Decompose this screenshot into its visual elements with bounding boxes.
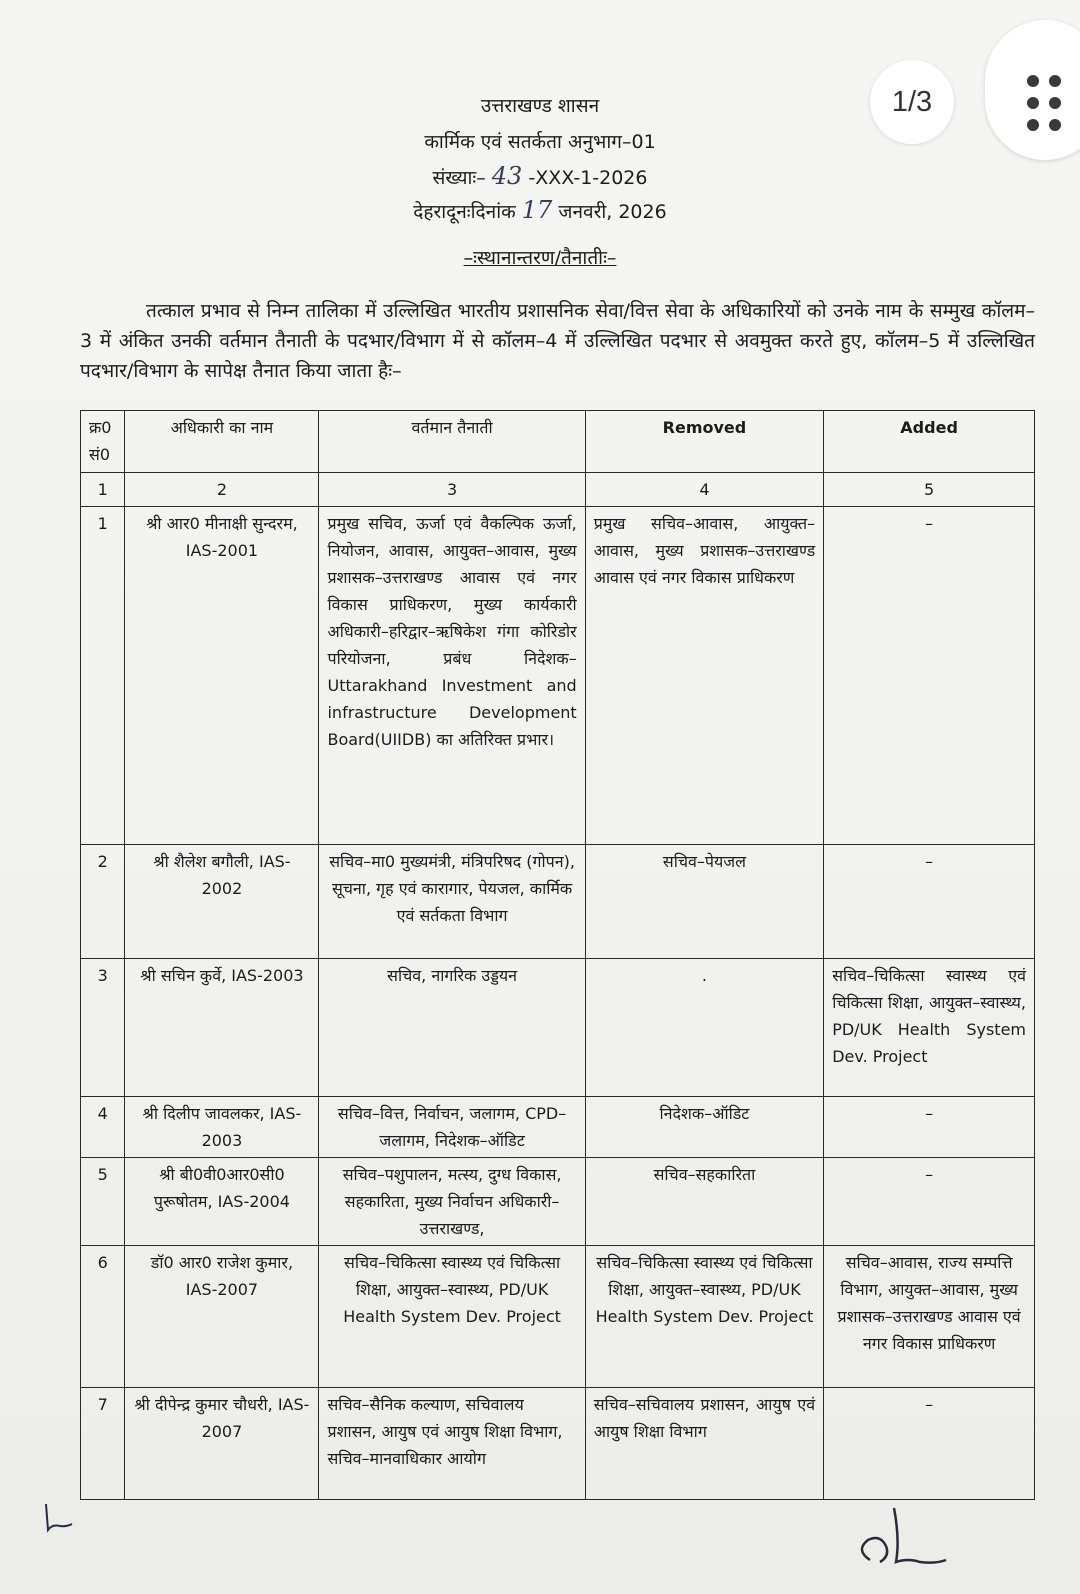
column-number: 2 xyxy=(125,473,319,507)
subject-heading: –ःस्थानान्तरण/तैनातीः– xyxy=(463,247,617,269)
table-row xyxy=(81,507,1035,845)
order-number-prefix: संख्याः– xyxy=(432,167,486,189)
serial-cell: 1 xyxy=(81,507,125,845)
serial-cell: 3 xyxy=(81,959,125,1097)
added-cell: सचिव–आवास, राज्य सम्पत्ति विभाग, आयुक्त–आवास, मुख्य प्रशासक–उत्तराखण्ड आवास एवं नगर विकास प्राधिकरण xyxy=(824,1246,1035,1388)
added-cell: – xyxy=(824,1158,1035,1246)
department-title: कार्मिक एवं सतर्कता अनुभाग–01 xyxy=(424,131,656,153)
added-cell: – xyxy=(824,845,1035,959)
added-cell: – xyxy=(824,507,1035,845)
removed-cell: सचिव–चिकित्सा स्वास्थ्य एवं चिकित्सा शिक्षा, आयुक्त–स्वास्थ्य, PD/UK Health System Dev. Project xyxy=(585,1246,823,1388)
table-row xyxy=(81,1158,1035,1246)
removed-cell: . xyxy=(585,959,823,1097)
current-posting-cell: सचिव, नागरिक उड्डयन xyxy=(319,959,585,1097)
transfer-table xyxy=(80,410,1035,1500)
removed-cell: सचिव–पेयजल xyxy=(585,845,823,959)
removed-cell: प्रमुख सचिव–आवास, आयुक्त–आवास, मुख्य प्रशासक–उत्तराखण्ड आवास एवं नगर विकास प्राधिकरण xyxy=(585,507,823,845)
order-date-prefix: देहरादूनःदिनांक xyxy=(413,201,516,223)
table-row xyxy=(81,1246,1035,1388)
current-posting-cell: सचिव–पशुपालन, मत्स्य, दुग्ध विकास, सहकारिता, मुख्य निर्वाचन अधिकारी– उत्तराखण्ड, xyxy=(319,1158,585,1246)
order-number xyxy=(0,162,1080,190)
officer-name-cell: श्री दिलीप जावलकर, IAS-2003 xyxy=(125,1097,319,1158)
page-counter: 1/3 xyxy=(870,60,954,144)
added-cell: सचिव–चिकित्सा स्वास्थ्य एवं चिकित्सा शिक्षा, आयुक्त–स्वास्थ्य, PD/UK Health System Dev. Project xyxy=(824,959,1035,1097)
added-cell: – xyxy=(824,1388,1035,1500)
added-cell: – xyxy=(824,1097,1035,1158)
header-removed: Removed xyxy=(585,411,823,473)
govt-title: उत्तराखण्ड शासन xyxy=(480,95,600,117)
column-number-row xyxy=(81,473,1035,507)
officer-name-cell: श्री बी0वी0आर0सी0 पुरूषोतम, IAS-2004 xyxy=(125,1158,319,1246)
order-number-handwritten: 43 xyxy=(491,162,523,190)
current-posting-cell: सचिव–मा0 मुख्यमंत्री, मंत्रिपरिषद (गोपन), सूचना, गृह एवं कारागार, पेयजल, कार्मिक एवं सर्तकता विभाग xyxy=(319,845,585,959)
removed-cell: निदेशक–ऑडिट xyxy=(585,1097,823,1158)
officer-name-cell: डॉ0 आर0 राजेश कुमार, IAS-2007 xyxy=(125,1246,319,1388)
serial-cell: 7 xyxy=(81,1388,125,1500)
header-serial: क्र0 सं0 xyxy=(81,411,125,473)
removed-cell: सचिव–सचिवालय प्रशासन, आयुष एवं आयुष शिक्षा विभाग xyxy=(585,1388,823,1500)
intro-paragraph: तत्काल प्रभाव से निम्न तालिका में उल्लिखित भारतीय प्रशासनिक सेवा/वित्त सेवा के अधिकारियों को उनके नाम के सम्मुख कॉलम–3 में अंकित उनकी वर्तमान तैनाती के पदभार/विभाग में से कॉलम–4 में उल्लिखित पदभार से अवमुक्त करते हुए, कॉलम–5 में उल्लिखित पदभार/विभाग के सापेक्ष तैनात किया जाता हैः– xyxy=(80,300,1035,382)
signature-right xyxy=(850,1500,950,1570)
serial-cell: 4 xyxy=(81,1097,125,1158)
order-date xyxy=(0,196,1080,224)
officer-name-cell: श्री सचिन कुर्वे, IAS-2003 xyxy=(125,959,319,1097)
removed-cell: सचिव–सहकारिता xyxy=(585,1158,823,1246)
officer-name-cell: श्री दीपेन्द्र कुमार चौधरी, IAS-2007 xyxy=(125,1388,319,1500)
table-row xyxy=(81,1097,1035,1158)
table-row xyxy=(81,845,1035,959)
current-posting-cell: सचिव–सैनिक कल्याण, सचिवालय प्रशासन, आयुष एवं आयुष शिक्षा विभाग, सचिव–मानवाधिकार आयोग xyxy=(319,1388,585,1500)
column-number: 4 xyxy=(585,473,823,507)
order-number-suffix: -XXX-1-2026 xyxy=(528,167,648,189)
column-number: 1 xyxy=(81,473,125,507)
officer-name-cell: श्री शैलेश बगौली, IAS-2002 xyxy=(125,845,319,959)
serial-cell: 5 xyxy=(81,1158,125,1246)
serial-cell: 2 xyxy=(81,845,125,959)
serial-cell: 6 xyxy=(81,1246,125,1388)
initial-mark-left xyxy=(38,1500,78,1540)
current-posting-cell: प्रमुख सचिव, ऊर्जा एवं वैकल्पिक ऊर्जा, नियोजन, आवास, आयुक्त–आवास, मुख्य प्रशासक–उत्तराखण्ड आवास एवं नगर विकास प्राधिकरण, मुख्य कार्यकारी अधिकारी–हरिद्वार–ऋषिकेश गंगा कोरिडोर परियोजना, प्रबंध निदेशक– Uttarakhand Investment and infrastructure Development Board(UIIDB) का अतिरिक्त प्रभार। xyxy=(319,507,585,845)
column-number: 5 xyxy=(824,473,1035,507)
current-posting-cell: सचिव–चिकित्सा स्वास्थ्य एवं चिकित्सा शिक्षा, आयुक्त–स्वास्थ्य, PD/UK Health System Dev. Project xyxy=(319,1246,585,1388)
order-date-handwritten: 17 xyxy=(521,196,553,224)
column-number: 3 xyxy=(319,473,585,507)
table-row xyxy=(81,1388,1035,1500)
order-date-suffix: जनवरी, 2026 xyxy=(558,201,667,223)
table-header-row xyxy=(81,411,1035,473)
table-row xyxy=(81,959,1035,1097)
officer-name-cell: श्री आर0 मीनाक्षी सुन्दरम, IAS-2001 xyxy=(125,507,319,845)
header-added: Added xyxy=(824,411,1035,473)
current-posting-cell: सचिव–वित्त, निर्वाचन, जलागम, CPD–जलागम, निदेशक–ऑडिट xyxy=(319,1097,585,1158)
header-officer-name: अधिकारी का नाम xyxy=(125,411,319,473)
header-current-posting: वर्तमान तैनाती xyxy=(319,411,585,473)
